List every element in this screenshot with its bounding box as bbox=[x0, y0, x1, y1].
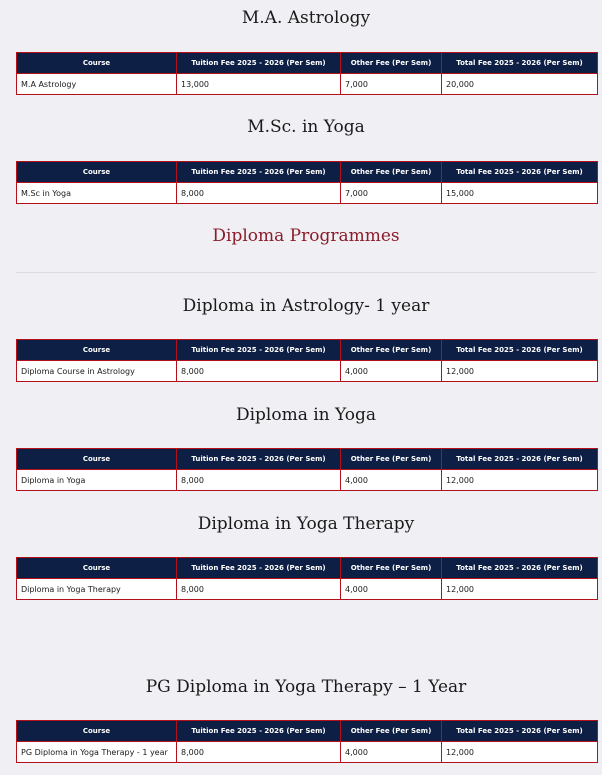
table-header-row bbox=[17, 162, 598, 183]
table-row bbox=[17, 74, 598, 95]
column-header-other: Other Fee (Per Sem) bbox=[341, 340, 442, 361]
table-row bbox=[17, 361, 598, 382]
table-header-row bbox=[17, 449, 598, 470]
table-header-row bbox=[17, 340, 598, 361]
column-header-other: Other Fee (Per Sem) bbox=[341, 449, 442, 470]
column-header-other: Other Fee (Per Sem) bbox=[341, 558, 442, 579]
cell-course: M.Sc in Yoga bbox=[17, 183, 177, 204]
cell-tuition: 8,000 bbox=[177, 742, 341, 763]
cell-tuition: 8,000 bbox=[177, 183, 341, 204]
program-title: M.Sc. in Yoga bbox=[247, 117, 365, 137]
cell-total: 12,000 bbox=[442, 361, 598, 382]
column-header-course: Course bbox=[17, 558, 177, 579]
cell-other: 4,000 bbox=[341, 742, 442, 763]
cell-course: Diploma in Yoga bbox=[17, 470, 177, 491]
program-title: Diploma in Yoga Therapy bbox=[197, 514, 415, 534]
cell-other: 4,000 bbox=[341, 361, 442, 382]
column-header-other: Other Fee (Per Sem) bbox=[341, 162, 442, 183]
cell-tuition: 8,000 bbox=[177, 470, 341, 491]
column-header-tuition: Tuition Fee 2025 - 2026 (Per Sem) bbox=[177, 162, 341, 183]
cell-tuition: 8,000 bbox=[177, 579, 341, 600]
cell-total: 20,000 bbox=[442, 74, 598, 95]
fee-table bbox=[16, 52, 598, 95]
program-title: PG Diploma in Yoga Therapy – 1 Year bbox=[145, 677, 467, 697]
table-row bbox=[17, 470, 598, 491]
column-header-course: Course bbox=[17, 449, 177, 470]
table-row bbox=[17, 579, 598, 600]
column-header-tuition: Tuition Fee 2025 - 2026 (Per Sem) bbox=[177, 449, 341, 470]
program-title: Diploma in Yoga bbox=[235, 405, 377, 425]
column-header-total: Total Fee 2025 - 2026 (Per Sem) bbox=[442, 340, 598, 361]
column-header-total: Total Fee 2025 - 2026 (Per Sem) bbox=[442, 53, 598, 74]
cell-course: Diploma Course in Astrology bbox=[17, 361, 177, 382]
column-header-tuition: Tuition Fee 2025 - 2026 (Per Sem) bbox=[177, 53, 341, 74]
cell-other: 7,000 bbox=[341, 183, 442, 204]
column-header-total: Total Fee 2025 - 2026 (Per Sem) bbox=[442, 721, 598, 742]
cell-course: PG Diploma in Yoga Therapy - 1 year bbox=[17, 742, 177, 763]
section-divider bbox=[16, 272, 596, 273]
cell-other: 7,000 bbox=[341, 74, 442, 95]
cell-other: 4,000 bbox=[341, 579, 442, 600]
table-header-row bbox=[17, 558, 598, 579]
column-header-tuition: Tuition Fee 2025 - 2026 (Per Sem) bbox=[177, 340, 341, 361]
column-header-course: Course bbox=[17, 162, 177, 183]
cell-total: 15,000 bbox=[442, 183, 598, 204]
cell-tuition: 13,000 bbox=[177, 74, 341, 95]
fee-table bbox=[16, 161, 598, 204]
column-header-course: Course bbox=[17, 721, 177, 742]
table-row bbox=[17, 183, 598, 204]
fee-table bbox=[16, 448, 598, 491]
table-row bbox=[17, 742, 598, 763]
table-header-row bbox=[17, 721, 598, 742]
column-header-total: Total Fee 2025 - 2026 (Per Sem) bbox=[442, 162, 598, 183]
cell-tuition: 8,000 bbox=[177, 361, 341, 382]
program-title: M.A. Astrology bbox=[241, 8, 371, 28]
column-header-tuition: Tuition Fee 2025 - 2026 (Per Sem) bbox=[177, 721, 341, 742]
cell-total: 12,000 bbox=[442, 742, 598, 763]
column-header-total: Total Fee 2025 - 2026 (Per Sem) bbox=[442, 449, 598, 470]
fee-table bbox=[16, 720, 598, 763]
column-header-other: Other Fee (Per Sem) bbox=[341, 53, 442, 74]
fee-table bbox=[16, 339, 598, 382]
cell-total: 12,000 bbox=[442, 579, 598, 600]
column-header-total: Total Fee 2025 - 2026 (Per Sem) bbox=[442, 558, 598, 579]
program-title: Diploma in Astrology- 1 year bbox=[182, 296, 430, 316]
column-header-course: Course bbox=[17, 340, 177, 361]
cell-course: M.A Astrology bbox=[17, 74, 177, 95]
table-header-row bbox=[17, 53, 598, 74]
column-header-course: Course bbox=[17, 53, 177, 74]
cell-other: 4,000 bbox=[341, 470, 442, 491]
column-header-other: Other Fee (Per Sem) bbox=[341, 721, 442, 742]
cell-total: 12,000 bbox=[442, 470, 598, 491]
fee-table bbox=[16, 557, 598, 600]
section-heading: Diploma Programmes bbox=[212, 226, 400, 246]
column-header-tuition: Tuition Fee 2025 - 2026 (Per Sem) bbox=[177, 558, 341, 579]
cell-course: Diploma in Yoga Therapy bbox=[17, 579, 177, 600]
